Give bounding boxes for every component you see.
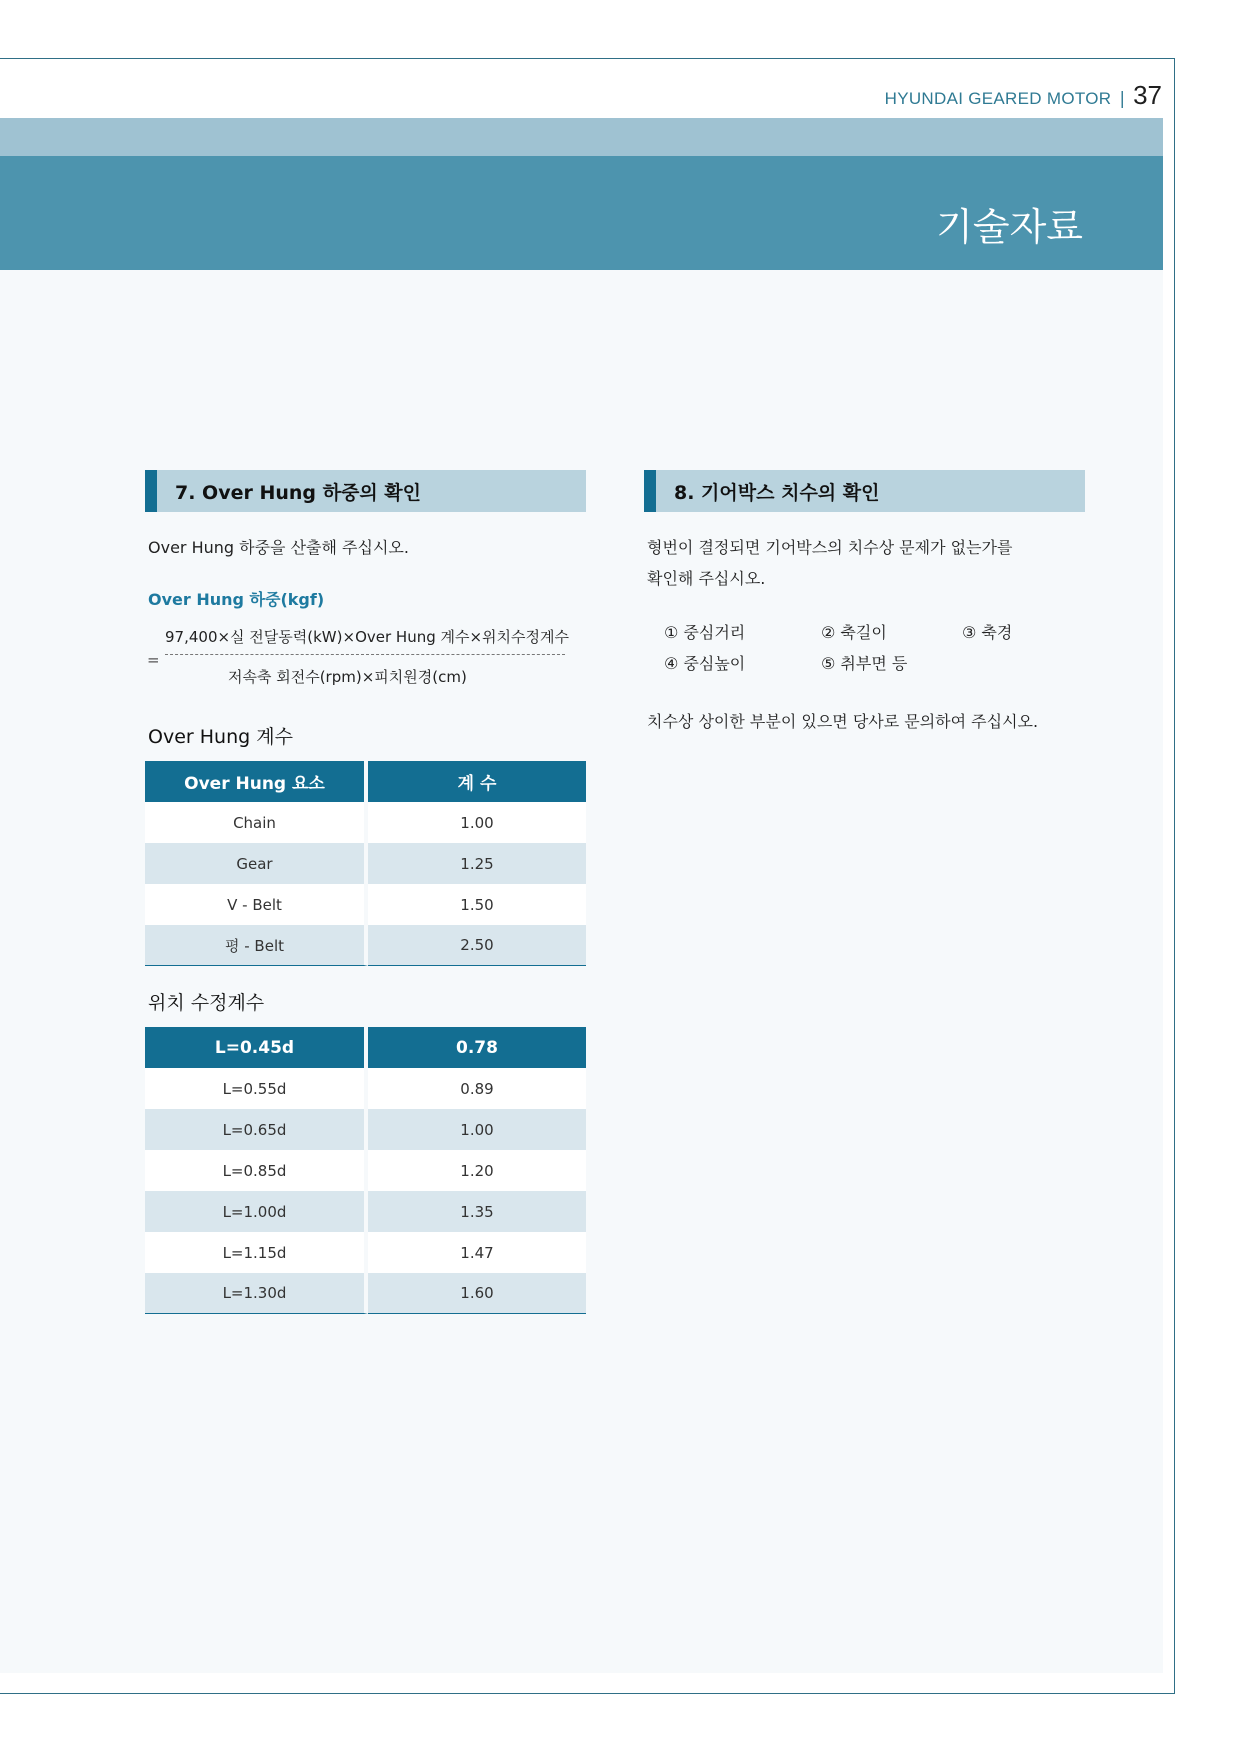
- section-8: [644, 470, 1085, 737]
- formula-numerator: 97,400×실 전달동력(kW)×Over Hung 계수×위치수정계수: [165, 628, 569, 646]
- check-item: ③ 축경: [962, 623, 1013, 642]
- table-row: [145, 802, 586, 843]
- table-header-row: [145, 1027, 586, 1068]
- coef-table-title: Over Hung 계수: [148, 726, 293, 748]
- section-7: [145, 470, 586, 1314]
- table-cell: L=1.00d: [145, 1191, 368, 1232]
- overhung-coef-table: [145, 761, 586, 966]
- formula-label: Over Hung 하중(kgf): [148, 590, 325, 609]
- section-7-heading: [145, 470, 586, 512]
- column-header: L=0.45d: [145, 1027, 368, 1068]
- fraction-line: [165, 654, 565, 655]
- page-number: 37: [1133, 80, 1162, 110]
- header-separator: |: [1119, 89, 1126, 109]
- table-cell: L=0.65d: [145, 1109, 368, 1150]
- table-cell: 1.47: [368, 1232, 586, 1273]
- table-cell: 1.35: [368, 1191, 586, 1232]
- check-item: ① 중심거리: [664, 623, 746, 642]
- section-8-title: 8. 기어박스 치수의 확인: [674, 481, 880, 504]
- frame-top-rule: [0, 58, 1174, 59]
- banner: [0, 156, 1163, 270]
- banner-light-band: [0, 118, 1163, 156]
- table-row: [145, 884, 586, 925]
- running-header: [885, 80, 1162, 114]
- check-item: ④ 중심높이: [664, 654, 746, 673]
- table-cell: L=1.15d: [145, 1232, 368, 1273]
- table-cell: 1.20: [368, 1150, 586, 1191]
- table-row: [145, 1232, 586, 1273]
- section-8-intro-line-1: 형번이 결정되면 기어박스의 치수상 문제가 없는가를: [647, 538, 1013, 557]
- table-cell: 1.50: [368, 884, 586, 925]
- table-header-row: [145, 761, 586, 802]
- table-cell: 1.60: [368, 1273, 586, 1314]
- section-8-note: 치수상 상이한 부분이 있으면 당사로 문의하여 주십시오.: [647, 712, 1039, 731]
- check-item: ⑤ 취부면 등: [821, 654, 908, 673]
- formula-denominator: 저속축 회전수(rpm)×피치원경(cm): [228, 668, 467, 686]
- table-cell: L=0.55d: [145, 1068, 368, 1109]
- table-cell: 1.25: [368, 843, 586, 884]
- table-row: [145, 925, 586, 966]
- frame-right-rule: [1174, 58, 1175, 1694]
- check-items: [644, 620, 1085, 682]
- column-header: 계 수: [368, 761, 586, 802]
- banner-title: 기술자료: [936, 205, 1083, 249]
- frame-bottom-rule: [0, 1693, 1175, 1694]
- position-coef-table: [145, 1027, 586, 1314]
- check-item: ② 축길이: [821, 623, 887, 642]
- table-cell: L=0.85d: [145, 1150, 368, 1191]
- table-cell: L=1.30d: [145, 1273, 368, 1314]
- table-row: [145, 1273, 586, 1314]
- brand-name: HYUNDAI GEARED MOTOR: [884, 89, 1112, 108]
- table-cell: V - Belt: [145, 884, 368, 925]
- table-cell: 0.89: [368, 1068, 586, 1109]
- pos-table-title: 위치 수정계수: [148, 992, 265, 1014]
- table-cell: 1.00: [368, 1109, 586, 1150]
- table-cell: Chain: [145, 802, 368, 843]
- section-8-intro-line-2: 확인해 주십시오.: [647, 569, 766, 588]
- table-row: [145, 1068, 586, 1109]
- table-row: [145, 1191, 586, 1232]
- table-row: [145, 1109, 586, 1150]
- section-8-heading: [644, 470, 1085, 512]
- overhung-formula: [145, 626, 586, 696]
- table-cell: 2.50: [368, 925, 586, 966]
- section-7-intro: Over Hung 하중을 산출해 주십시오.: [148, 538, 409, 557]
- formula-equals: =: [147, 651, 160, 669]
- column-header: 0.78: [368, 1027, 586, 1068]
- table-cell: 평 - Belt: [145, 925, 368, 966]
- table-cell: 1.00: [368, 802, 586, 843]
- table-row: [145, 1150, 586, 1191]
- column-header: Over Hung 요소: [145, 761, 368, 802]
- section-7-title: 7. Over Hung 하중의 확인: [175, 481, 422, 504]
- table-cell: Gear: [145, 843, 368, 884]
- table-row: [145, 843, 586, 884]
